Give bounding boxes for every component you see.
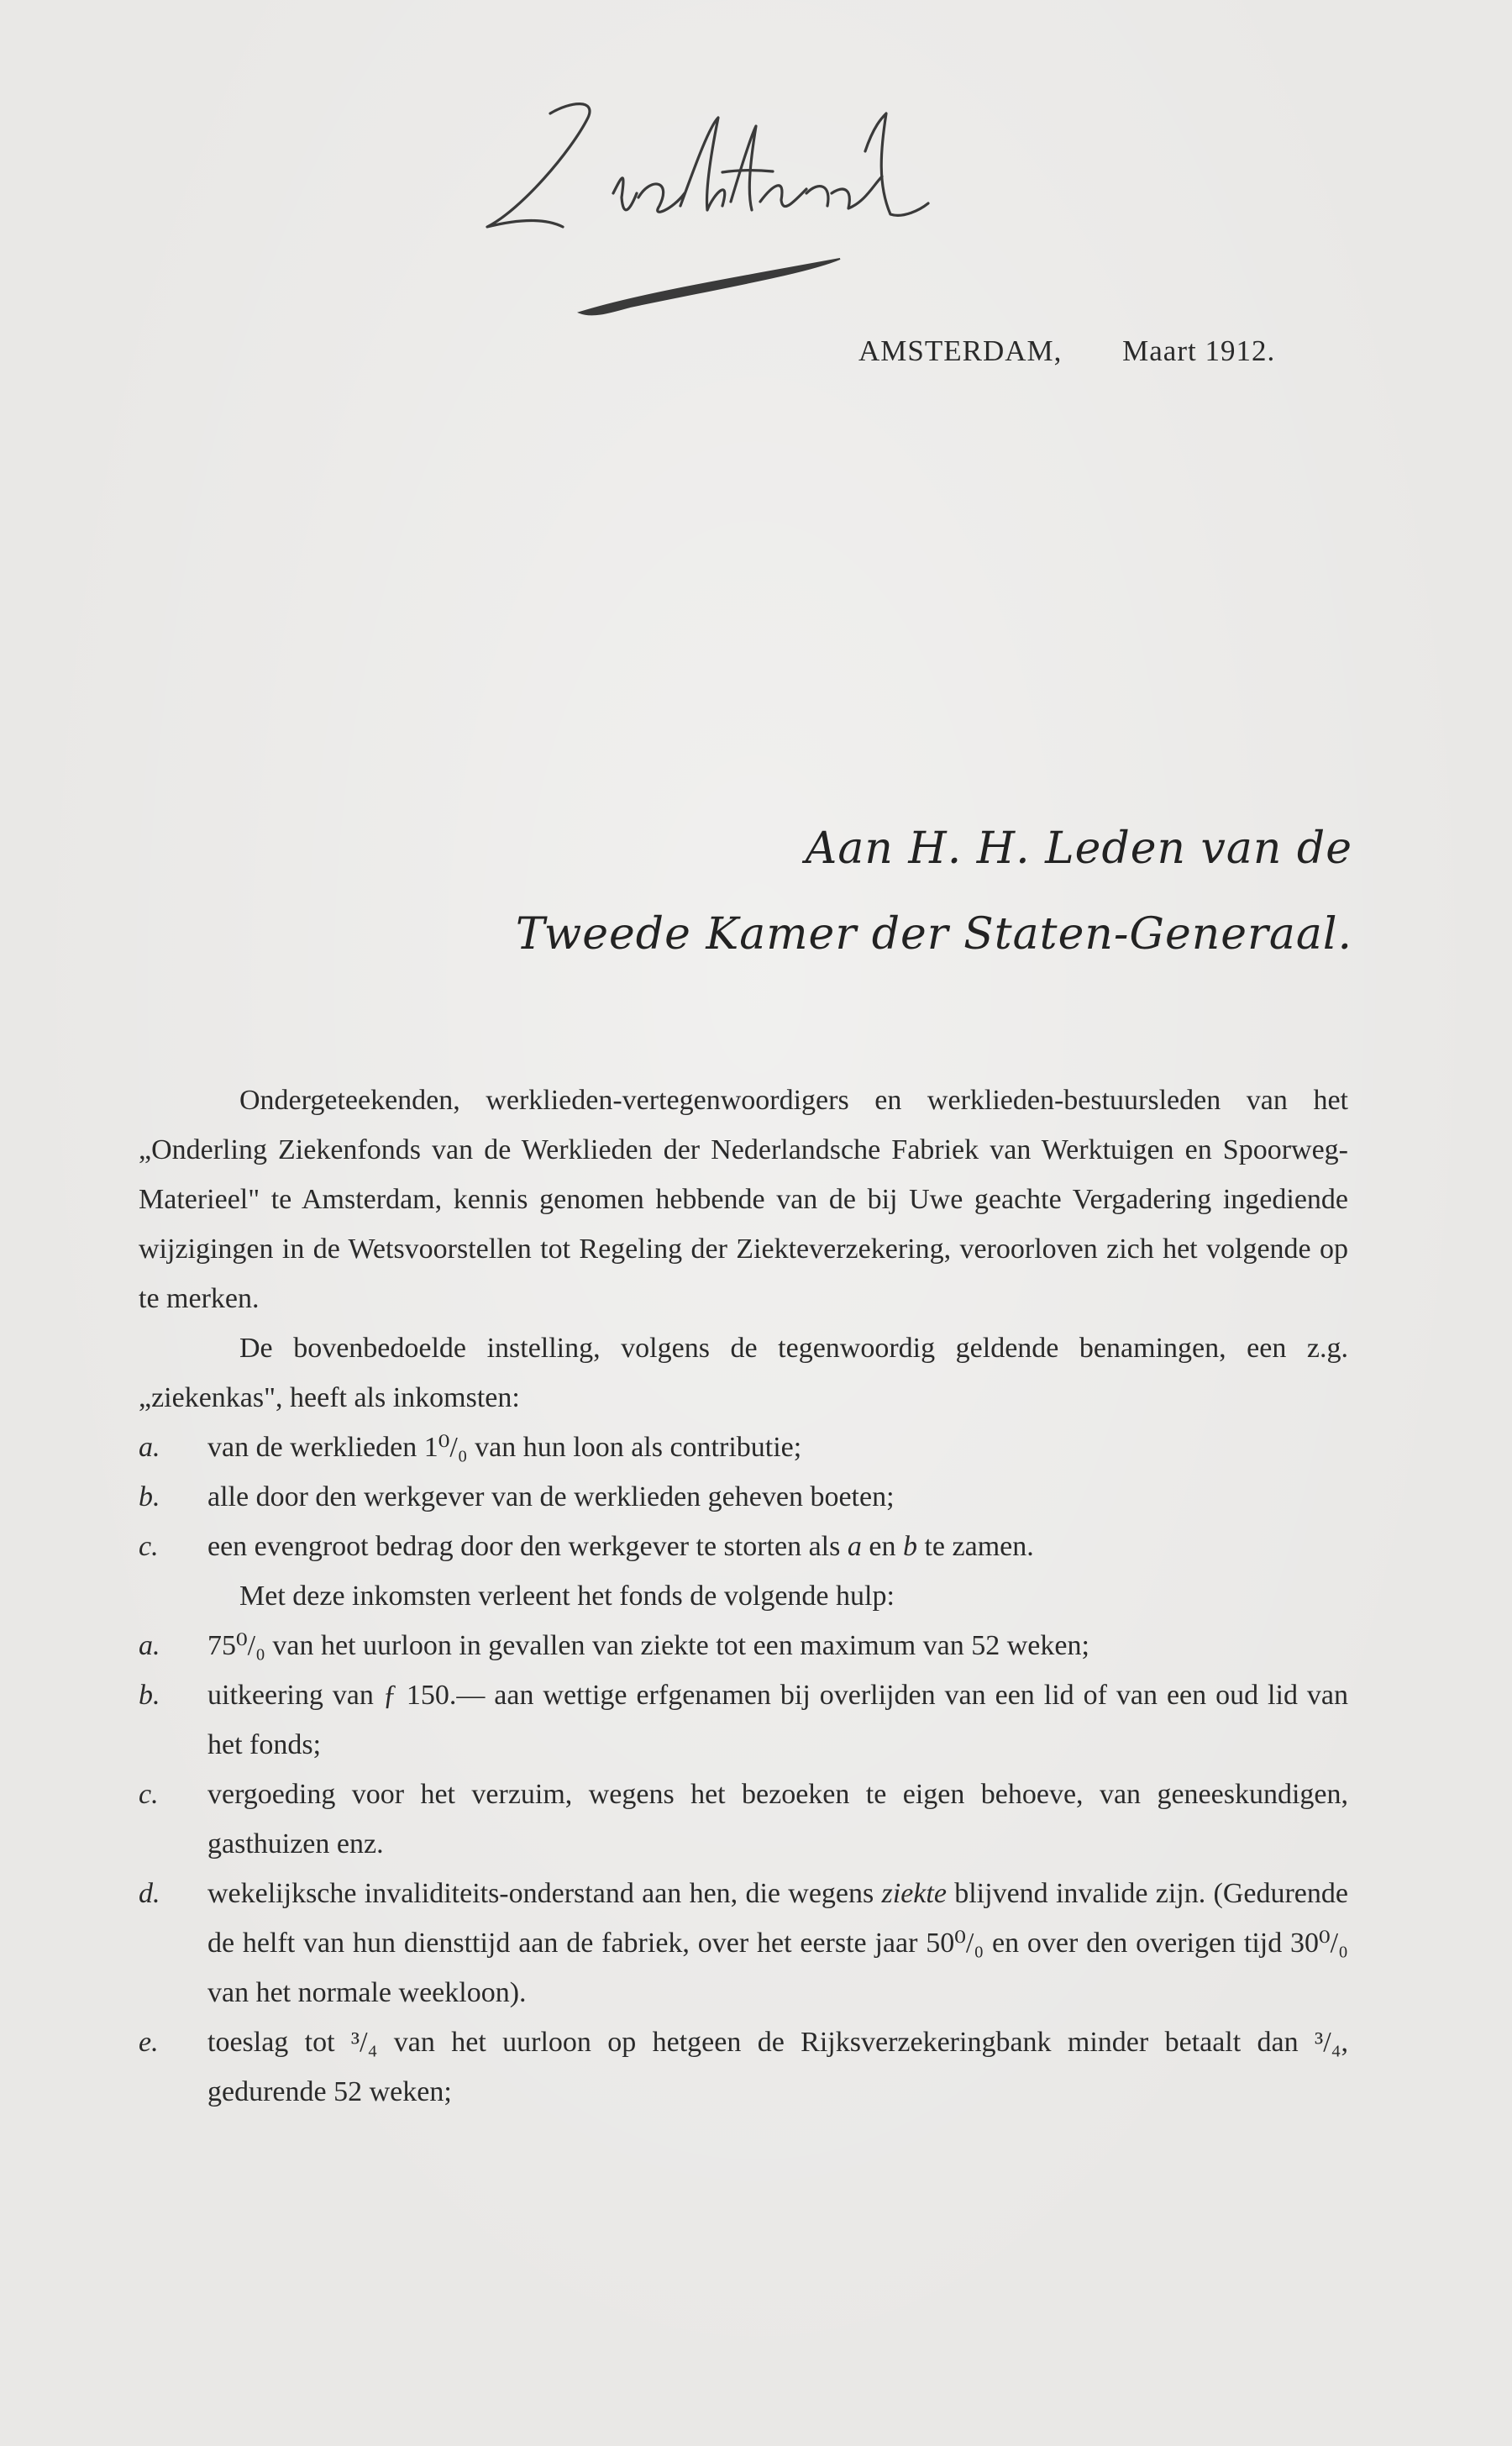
list-marker: c. [139,1779,159,1810]
emphasis: b [902,1531,917,1562]
handwritten-signature-drawing [470,92,941,370]
text-segment: wekelijksche invaliditeits-onderstand aan hen, die wegens [207,1878,882,1909]
addressee-line-2: Tweede Kamer der Staten-Generaal. [515,909,1352,960]
list-item-text [207,1522,1348,1571]
text-segment: te zamen. [916,1531,1034,1562]
emphasis: a [847,1531,862,1562]
list-marker: a. [139,1432,160,1463]
list-marker: e. [139,2027,159,2058]
list-item [139,1770,1348,1869]
list-item-text: 75⁰/₀ van het uurloon in gevallen van ziekte tot een maximum van 52 weken; [207,1630,1089,1661]
list-item-text: uitkeering van ƒ 150.— aan wettige erfgenamen bij overlijden van een lid of van een oud lid van het fonds; [207,1680,1348,1760]
income-list [139,1423,1348,1571]
list-item [139,1670,1348,1770]
list-marker: d. [139,1878,160,1909]
list-item-text [207,1869,1348,2017]
list-item [139,1621,1348,1670]
text-segment: blijvend invalide zijn. (Gedurende de helft van hun diensttijd aan de fabriek, over het eerste jaar 50⁰/₀ en over den overigen tijd 30⁰/₀ van het normale weekloon). [207,1878,1348,2008]
handwritten-annotation [470,92,941,370]
text-segment: en [861,1531,903,1562]
help-paragraph: Met deze inkomsten verleent het fonds de volgende hulp: [239,1581,895,1612]
list-item-text: vergoeding voor het verzuim, wegens het bezoeken te eigen behoeve, van geneeskundigen, gasthuizen enz. [207,1779,1348,1859]
list-item [139,1522,1348,1571]
intro-paragraph: Ondergeteekenden, werklieden-vertegenwoordigers en werklieden-bestuursleden van het „Onderling Ziekenfonds van de Werklieden der Nederlandsche Fabriek van Werktuigen en Spoorweg-Materieel" te Amsterdam, kennis genomen hebbende van de bij Uwe geachte Vergadering ingediende wijzigingen in de Wetsvoorstellen tot Regeling der Ziekteverzekering, veroorloven zich het volgende op te merken. [139,1085,1348,1314]
emphasis: ziekte [881,1878,947,1909]
place-and-date [858,334,1275,368]
list-marker: a. [139,1630,160,1661]
place: AMSTERDAM, [858,334,1063,367]
letter-body [139,1076,1348,2117]
list-marker: b. [139,1481,160,1512]
addressee-line-1: Aan H. H. Leden van de [805,823,1352,874]
list-item-text: toeslag tot ³/₄ van het uurloon op hetgeen de Rijksverzekeringbank minder betaalt dan ³/₄, gedurende 52 weken; [207,2027,1348,2107]
date: Maart 1912. [1122,334,1276,367]
list-item-text: van de werklieden 1⁰/₀ van hun loon als contributie; [207,1432,802,1463]
list-marker: b. [139,1680,160,1711]
income-paragraph: De bovenbedoelde instelling, volgens de tegenwoordig geldende benamingen, een z.g. „ziekenkas", heeft als inkomsten: [139,1333,1348,1413]
list-marker: c. [139,1531,159,1562]
list-item [139,1869,1348,2017]
list-item [139,2017,1348,2117]
list-item [139,1423,1348,1472]
list-item [139,1472,1348,1522]
help-list [139,1621,1348,2117]
text-segment: een evengroot bedrag door den werkgever te storten als [207,1531,848,1562]
list-item-text: alle door den werkgever van de werklieden geheven boeten; [207,1481,895,1512]
